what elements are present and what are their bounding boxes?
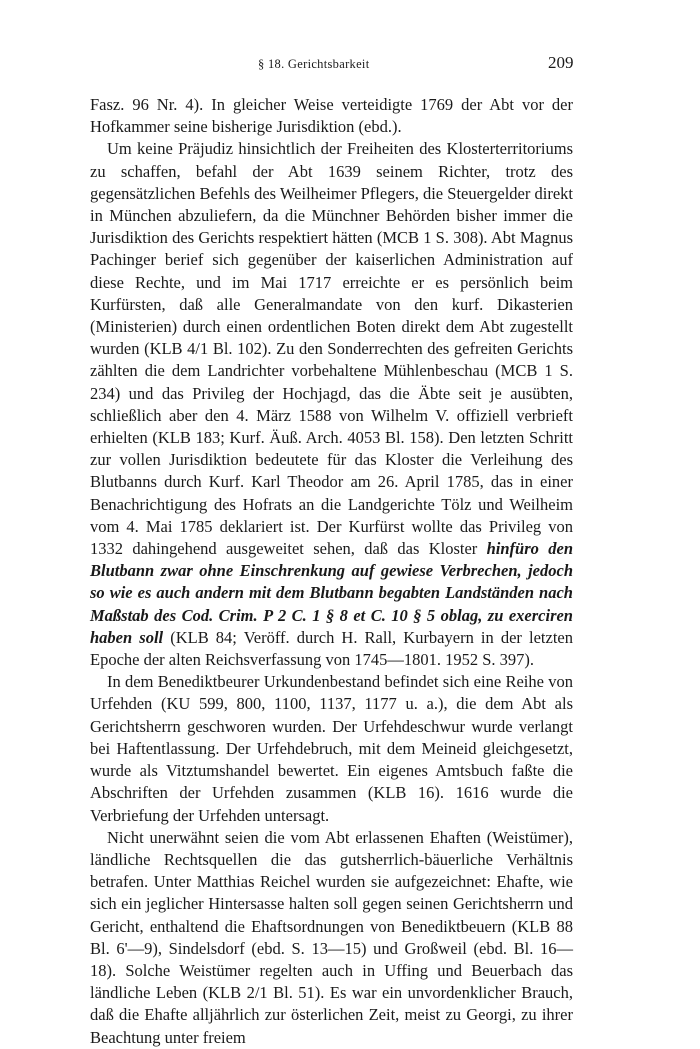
- paragraph-2-text-after: (KLB 84; Veröff. durch H. Rall, Kurbayern in der letzten Epoche der alten Reichsverfassung von 1745—1801. 1952 S. 397).: [90, 627, 573, 670]
- paragraph-2-text-before: Um keine Präjudiz hinsichtlich der Freiheiten des Klosterterritoriums zu schaffen, befahl der Abt 1639 seinem Richter, trotz des gegensätzlichen Befehls des Weilheimer Pflegers, die Steuergelder direkt in München abzuliefern, da die Münchner Behörden bisher immer die Jurisdiktion des Gerichts respektiert hätten (MCB 1 S. 308). Abt Magnus Pachinger berief sich gegenüber der kaiserlichen Administration auf diese Rechte, und im Mai 1717 erreichte er es persönlich beim Kurfürsten, daß alle Generalmandate von den kurf. Dikasterien (Ministerien) durch einen ordentlichen Boten direkt dem Abt zugestellt wurden (KLB 4/1 Bl. 102). Zu den Sonderrechten des gefreiten Gerichts zählten die dem Landrichter vorbehaltene Mühlenbeschau (MCB 1 S. 234) und das Privileg der Hochjagd, das die Äbte seit je ausübten, schließlich aber den 4. März 1588 von Wilhelm V. offiziell verbrieft erhielten (KLB 183; Kurf. Äuß. Arch. 4053 Bl. 158). Den letzten Schritt zur vollen Jurisdiktion bedeutete für das Kloster die Verleihung des Blutbanns durch Kurf. Karl Theodor am 26. April 1785, das in einer Benachrichtigung des Hofrats an die Landgerichte Tölz und Weilheim vom 4. Mai 1785 deklariert ist. Der Kurfürst wollte das Privileg von 1332 dahingehend ausgeweitet sehen, daß das Kloster: [90, 139, 573, 559]
- paragraph-3: In dem Benediktbeurer Urkundenbestand befindet sich eine Reihe von Urfehden (KU 599, 800, 1100, 1137, 1177 u. a.), die dem Abt als Gerichtsherrn geschworen wurden. Der Urfehdeschwur wurde verlangt bei Haftentlassung. Der Urfehdebruch, mit dem Meineid gleichgesetzt, wurde als Vitztumshandel bewertet. Ein eigenes Amtsbuch faßte die Abschriften der Urfehden zusammen (KLB 16). 1616 wurde die Verbriefung der Urfehden untersagt.: [90, 672, 573, 825]
- page-number: 209: [548, 53, 574, 72]
- paragraph-1: Fasz. 96 Nr. 4). In gleicher Weise verteidigte 1769 der Abt vor der Hofkammer seine bisherige Jurisdiktion (ebd.).: [90, 95, 573, 137]
- paragraph-4: Nicht unerwähnt seien die vom Abt erlassenen Ehaften (Weistümer), ländliche Rechtsquellen die das gutsherrlich-bäuerliche Verhältnis betrafen. Unter Matthias Reichel wurden sie aufgezeichnet: Ehafte, wie sich ein jeglicher Hintersasse halten soll gegen seinen Gerichtsherrn und Gericht, enthaltend die Ehaftsordnungen von Benediktbeuern (KLB 88 Bl. 6'—9), Sindelsdorf (ebd. S. 13—15) und Großweil (ebd. Bl. 16—18). Solche Weistümer regelten auch in Uffing und Beuerbach das ländliche Leben (KLB 2/1 Bl. 51). Es war ein unvordenklicher Brauch, daß die Ehafte alljährlich zur österlichen Zeit, meist zu Georgi, zu ihrer Beachtung unter freiem: [90, 827, 573, 1047]
- body-text: [90, 94, 573, 1049]
- running-head: § 18. Gerichtsbarkeit: [258, 57, 370, 71]
- paragraph-2: [90, 138, 573, 671]
- privilege-quote: hinfüro den Blutbann zwar ohne Einschrenkung auf gewiese Verbrechen, jedoch so wie es auch andern mit dem Blutbann begabten Landständen nach Maßstab des Cod. Crim. P 2 C. 1 § 8 et C. 10 § 5 oblag, zu exerciren haben soll: [90, 539, 573, 647]
